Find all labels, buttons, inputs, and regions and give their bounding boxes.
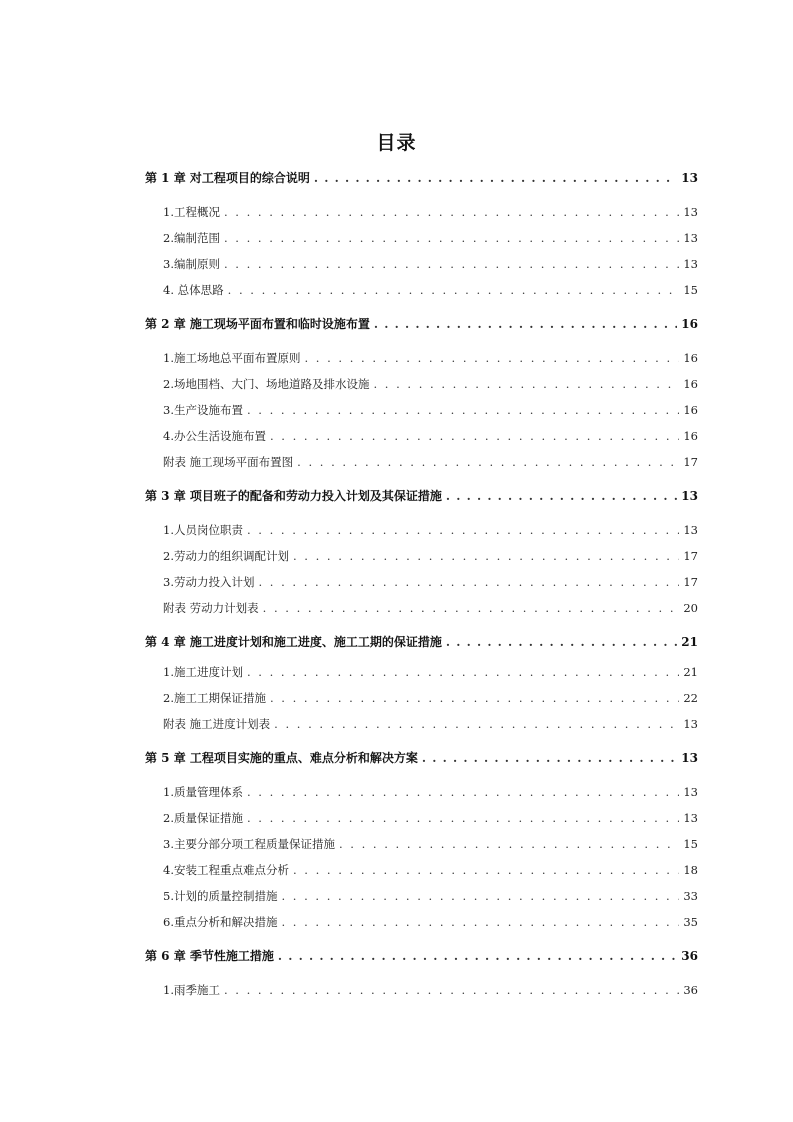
toc-page-number: 36	[681, 949, 698, 963]
toc-entry-label: 附表 施工进度计划表	[163, 717, 271, 731]
toc-section-entry[interactable]	[163, 810, 698, 826]
toc-section-entry[interactable]	[163, 664, 698, 680]
toc-dot-leader	[281, 914, 679, 930]
toc-entry-label: 第 1 章 对工程项目的综合说明	[145, 171, 310, 185]
toc-entry-label: 2.质量保证措施	[163, 811, 243, 825]
toc-dot-leader	[247, 402, 679, 418]
toc-dot-leader	[374, 316, 677, 332]
toc-section-entry[interactable]	[163, 982, 698, 998]
toc-entry-label: 3.主要分部分项工程质量保证措施	[163, 837, 335, 851]
page-title: 目录	[376, 132, 417, 154]
toc-entry-label: 第 4 章 施工进度计划和施工进度、施工工期的保证措施	[145, 635, 442, 649]
toc-entry-label: 1.人员岗位职责	[163, 523, 243, 537]
toc-dot-leader	[270, 428, 679, 444]
toc-entry-label: 1.工程概况	[163, 205, 220, 219]
toc-dot-leader	[258, 574, 679, 590]
toc-page-number: 17	[683, 549, 698, 563]
toc-page-number: 33	[683, 889, 698, 903]
toc-page-number: 16	[683, 377, 698, 391]
toc-page-number: 22	[683, 691, 698, 705]
toc-dot-leader	[278, 948, 677, 964]
toc-section-entry[interactable]	[163, 690, 698, 706]
toc-page-number: 21	[681, 635, 698, 649]
toc-entry-label: 3.劳动力投入计划	[163, 575, 255, 589]
toc-entry-label: 1.质量管理体系	[163, 785, 243, 799]
toc-page-number: 16	[681, 317, 698, 331]
toc-dot-leader	[281, 888, 679, 904]
toc-entry-label: 4.安装工程重点难点分析	[163, 863, 289, 877]
toc-page-number: 15	[683, 283, 698, 297]
toc-entry-label: 4.办公生活设施布置	[163, 429, 266, 443]
toc-page-number: 13	[683, 205, 698, 219]
toc-page-number: 16	[683, 429, 698, 443]
toc-dot-leader	[446, 634, 677, 650]
toc-page-number: 13	[683, 717, 698, 731]
toc-page-number: 15	[683, 837, 698, 851]
toc-entry-label: 附表 施工现场平面布置图	[163, 455, 294, 469]
toc-entry-label: 2.编制范围	[163, 231, 220, 245]
toc-chapter-entry[interactable]	[145, 948, 698, 964]
toc-dot-leader	[297, 454, 679, 470]
toc-page-number: 21	[683, 665, 698, 679]
toc-entry-label: 3.生产设施布置	[163, 403, 243, 417]
toc-section-entry[interactable]	[163, 914, 698, 930]
toc-dot-leader	[314, 170, 677, 186]
toc-page-number: 35	[683, 915, 698, 929]
toc-page-number: 16	[683, 351, 698, 365]
toc-page-number: 13	[683, 811, 698, 825]
toc-page-number: 17	[683, 455, 698, 469]
toc-section-entry[interactable]	[163, 548, 698, 564]
toc-dot-leader	[293, 548, 679, 564]
toc-section-entry[interactable]	[163, 836, 698, 852]
toc-section-entry[interactable]	[163, 428, 698, 444]
toc-entry-label: 1.雨季施工	[163, 983, 220, 997]
toc-section-entry[interactable]	[163, 402, 698, 418]
toc-section-entry[interactable]	[163, 716, 698, 732]
toc-section-entry[interactable]	[163, 574, 698, 590]
toc-chapter-entry[interactable]	[145, 170, 698, 186]
toc-section-entry[interactable]	[163, 888, 698, 904]
toc-dot-leader	[247, 784, 679, 800]
toc-page-number: 13	[683, 257, 698, 271]
toc-section-entry[interactable]	[163, 454, 698, 470]
toc-dot-leader	[293, 862, 679, 878]
toc-dot-leader	[224, 256, 679, 272]
toc-dot-leader	[247, 664, 679, 680]
toc-entry-label: 2.场地围档、大门、场地道路及排水设施	[163, 377, 370, 391]
toc-section-entry[interactable]	[163, 862, 698, 878]
toc-section-entry[interactable]	[163, 350, 698, 366]
toc-chapter-entry[interactable]	[145, 488, 698, 504]
toc-page-number: 36	[683, 983, 698, 997]
toc-page-number: 20	[683, 601, 698, 615]
toc-dot-leader	[270, 690, 679, 706]
toc-page-number: 13	[683, 231, 698, 245]
toc-entry-label: 1.施工场地总平面布置原则	[163, 351, 301, 365]
toc-page-number: 13	[681, 171, 698, 185]
toc-dot-leader	[228, 282, 680, 298]
toc-entry-label: 2.劳动力的组织调配计划	[163, 549, 289, 563]
toc-section-entry[interactable]	[163, 376, 698, 392]
toc-dot-leader	[274, 716, 679, 732]
toc-page-number: 13	[683, 785, 698, 799]
toc-entry-label: 第 2 章 施工现场平面布置和临时设施布置	[145, 317, 370, 331]
toc-page-number: 16	[683, 403, 698, 417]
toc-chapter-entry[interactable]	[145, 634, 698, 650]
toc-section-entry[interactable]	[163, 282, 698, 298]
toc-section-entry[interactable]	[163, 522, 698, 538]
toc-entry-label: 第 5 章 工程项目实施的重点、难点分析和解决方案	[145, 751, 418, 765]
toc-page-number: 13	[683, 523, 698, 537]
toc-page-number: 13	[681, 751, 698, 765]
toc-dot-leader	[224, 230, 679, 246]
toc-section-entry[interactable]	[163, 256, 698, 272]
toc-dot-leader	[263, 600, 680, 616]
toc-chapter-entry[interactable]	[145, 750, 698, 766]
toc-dot-leader	[247, 810, 679, 826]
toc-entry-label: 5.计划的质量控制措施	[163, 889, 278, 903]
toc-page-number: 18	[683, 863, 698, 877]
toc-dot-leader	[339, 836, 679, 852]
toc-entry-label: 1.施工进度计划	[163, 665, 243, 679]
toc-dot-leader	[373, 376, 679, 392]
toc-section-entry[interactable]	[163, 204, 698, 220]
toc-chapter-entry[interactable]	[145, 316, 698, 332]
toc-page-number: 17	[683, 575, 698, 589]
toc-entry-label: 附表 劳动力计划表	[163, 601, 259, 615]
toc-section-entry[interactable]	[163, 230, 698, 246]
toc-entry-label: 4. 总体思路	[163, 283, 224, 297]
toc-entry-label: 3.编制原则	[163, 257, 220, 271]
toc-entry-label: 第 3 章 项目班子的配备和劳动力投入计划及其保证措施	[145, 489, 442, 503]
toc-dot-leader	[304, 350, 679, 366]
toc-section-entry[interactable]	[163, 600, 698, 616]
toc-entry-label: 第 6 章 季节性施工措施	[145, 949, 274, 963]
toc-page-number: 13	[681, 489, 698, 503]
toc-dot-leader	[224, 982, 679, 998]
toc-section-entry[interactable]	[163, 784, 698, 800]
toc-dot-leader	[446, 488, 677, 504]
toc-dot-leader	[422, 750, 677, 766]
toc-entry-label: 6.重点分析和解决措施	[163, 915, 278, 929]
toc-entry-label: 2.施工工期保证措施	[163, 691, 266, 705]
toc-dot-leader	[224, 204, 679, 220]
toc-dot-leader	[247, 522, 679, 538]
